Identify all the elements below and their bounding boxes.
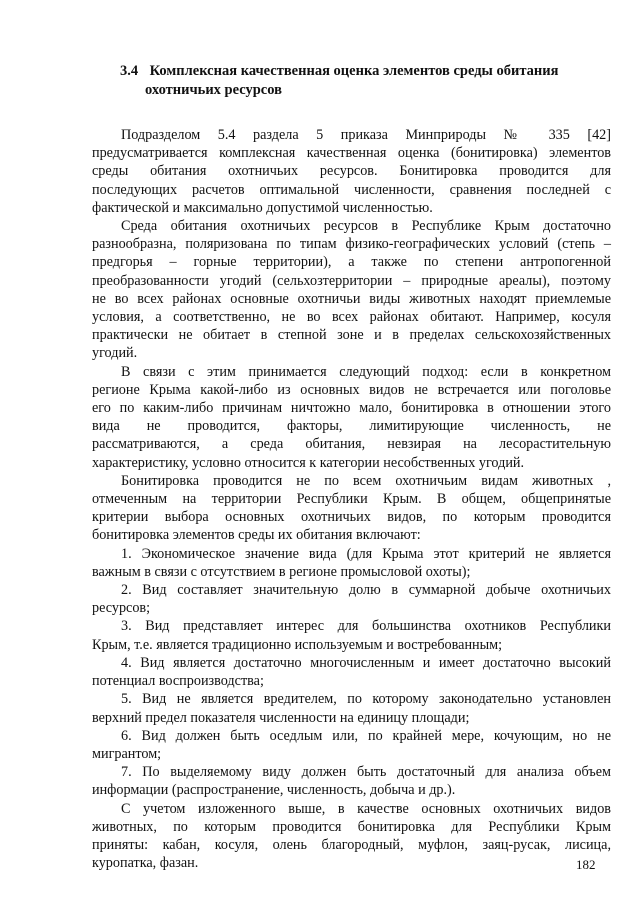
text-line: мигрантом;	[92, 745, 162, 762]
section-title-line-1: Комплексная качественная оценка элементов среды обитания	[149, 63, 559, 79]
page-number: 182	[576, 857, 596, 872]
text-line: критерии выбора основных охотничьих видов, по которым проводится	[92, 509, 611, 526]
text-line: его по каким-либо причинам ничтожно мало, бонитировка в отношении этого	[92, 400, 611, 417]
text-line: разнообразна, поляризована по типам физико-географических условий (степь –	[92, 236, 611, 253]
text-line: Бонитировка проводится не по всем охотничьим видам животных ,	[121, 472, 611, 489]
text-line: 3. Вид представляет интерес для большинства охотников Республики	[121, 618, 611, 635]
body-text	[92, 126, 611, 872]
text-line: регионе Крыма какой-либо из основных видов не встречается или поголовье	[92, 381, 611, 398]
text-line: Крым, т.е. является традиционно используемым и востребованным;	[92, 636, 503, 653]
text-line: среды обитания охотничьих ресурсов. Бонитировка проводится для	[92, 163, 611, 180]
text-line: характеристику, условно относится к категории несобственных угодий.	[92, 454, 525, 471]
text-line: 1. Экономическое значение вида (для Крыма этот критерий не является	[121, 545, 611, 562]
text-line: предусматривается комплексная качественная оценка (бонитировка) элементов	[92, 145, 611, 162]
text-line: Подразделом 5.4 раздела 5 приказа Минприроды № 335 [42]	[121, 127, 611, 143]
text-line: угодий.	[92, 345, 138, 362]
text-line: информации (распространение, численность, добыча и др.).	[92, 782, 456, 799]
text-line: куропатка, фазан.	[92, 855, 199, 872]
text-line: условия, а соответственно, не во всех районах обитают. Например, косуля	[92, 309, 611, 326]
text-line: С учетом изложенного выше, в качестве основных охотничьих видов	[121, 800, 611, 817]
text-line: фактической и максимально допустимой численностью.	[92, 199, 433, 216]
text-line: практически не обитает в степной зоне и в пределах сельскохозяйственных	[92, 327, 611, 344]
text-line: 4. Вид является достаточно многочисленным и имеет достаточно высокий	[121, 654, 611, 671]
text-line: последующих расчетов оптимальной численности, сравнения последней с	[92, 181, 611, 198]
text-line: предгорья – горные территории), а также по степени антропогенной	[92, 254, 611, 271]
section-title-line-2: охотничьих ресурсов	[145, 82, 282, 98]
text-line: Среда обитания охотничьих ресурсов в Республике Крым достаточно	[121, 218, 611, 235]
text-line: 2. Вид составляет значительную долю в суммарной добыче охотничьих	[121, 582, 611, 599]
text-line: 7. По выделяемому виду должен быть достаточный для анализа объем	[121, 764, 611, 781]
text-line: вида не проводится, факторы, лимитирующие численность, не	[92, 418, 611, 435]
text-line: животных, по которым проводится бонитировка для Республики Крым	[92, 818, 611, 835]
text-line: потенциал воспроизводства;	[92, 673, 264, 690]
text-line: рассматриваются, а среда обитания, невзирая на лесорастительную	[92, 436, 611, 453]
text-line: 5. Вид не является вредителем, по которому законодательно установлен	[121, 691, 611, 708]
text-line: не во всех районах основные охотничьи виды животных находят приемлемые	[92, 290, 611, 307]
text-line: 6. Вид должен быть оседлым или, по крайней мере, кочующим, но не	[121, 727, 611, 744]
text-line: ресурсов;	[92, 600, 151, 617]
text-line: верхний предел показателя численности на единицу площади;	[92, 709, 470, 726]
text-line: преобразованности угодий (сельхозтерритории – природные ареалы), поэтому	[92, 272, 611, 289]
section-number: 3.4	[120, 63, 139, 79]
section-heading	[120, 62, 610, 100]
text-line: важным в связи с отсутствием в регионе промысловой охоты);	[92, 563, 471, 580]
text-line: В связи с этим принимается следующий подход: если в конкретном	[121, 363, 611, 380]
text-line: бонитировка элементов среды их обитания включают:	[92, 527, 421, 544]
text-line: отмеченным на территории Республики Крым. В общем, общепринятые	[92, 491, 611, 508]
text-line: приняты: кабан, косуля, олень благородный, муфлон, заяц-русак, лисица,	[92, 836, 611, 853]
